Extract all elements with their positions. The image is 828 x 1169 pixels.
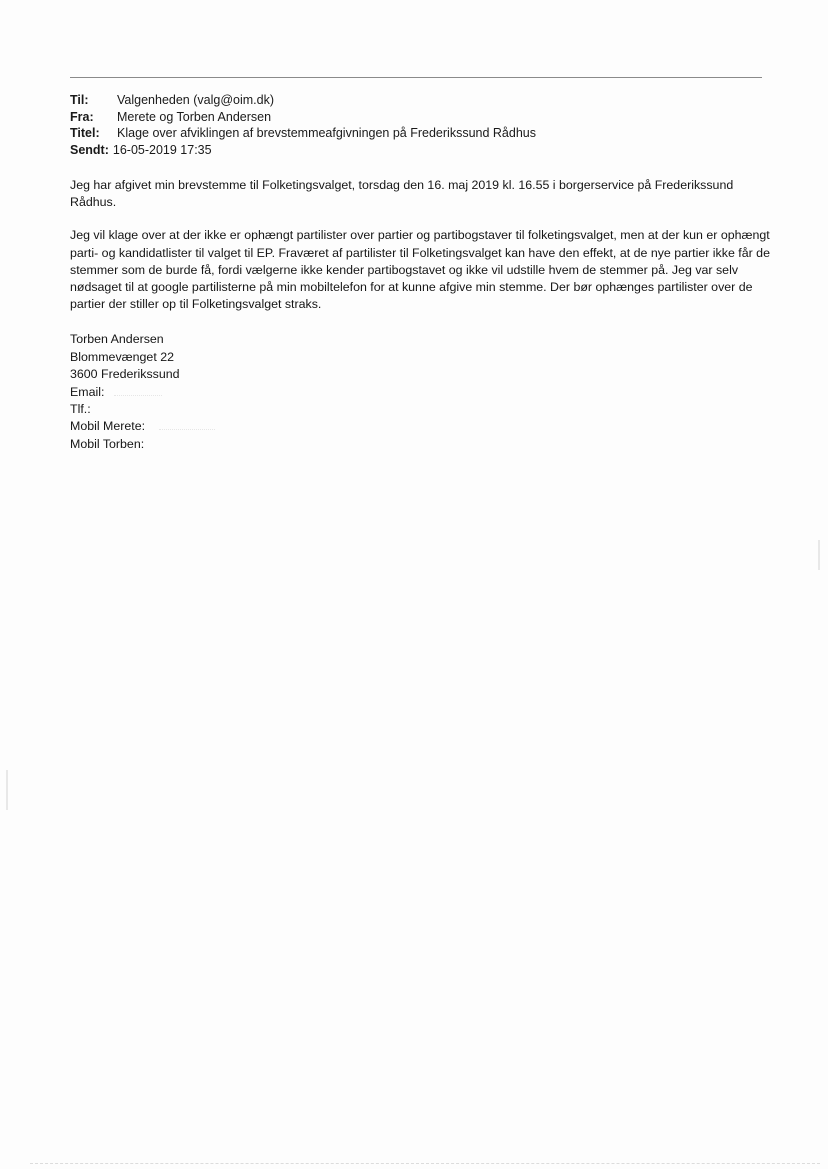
signature-name: Torben Andersen: [70, 332, 164, 347]
redacted-email: [114, 394, 162, 396]
scan-bottom-edge: [30, 1163, 820, 1164]
to-label: Til:: [70, 93, 89, 107]
scan-edge-mark: [818, 540, 820, 570]
signature-mobile-merete-row: [70, 418, 770, 435]
subject-row: [70, 125, 536, 142]
email-body: [70, 177, 770, 453]
to-row: [70, 92, 536, 109]
subject-label: Titel:: [70, 126, 100, 140]
signature-mobile-torben-label: Mobil Torben:: [70, 436, 145, 451]
signature-email-label: Email:: [70, 384, 105, 399]
sent-value: 16-05-2019 17:35: [112, 142, 212, 157]
signature-block: [70, 331, 770, 453]
signature-city: 3600 Frederikssund: [70, 367, 180, 382]
signature-phone-row: [70, 401, 770, 418]
from-row: [70, 109, 536, 126]
scan-edge-mark: [6, 770, 8, 810]
to-value: Valgenheden (valg@oim.dk): [117, 93, 274, 107]
signature-street: Blommevænget 22: [70, 349, 174, 364]
subject-value: Klage over afviklingen af brevstemmeafgivningen på Frederikssund Rådhus: [117, 126, 536, 140]
from-value: Merete og Torben Andersen: [117, 109, 272, 124]
sent-label: Sendt:: [70, 142, 109, 157]
signature-mobile-merete-label: Mobil Merete:: [70, 419, 146, 434]
body-paragraph-1: Jeg har afgivet min brevstemme til Folketingsvalget, torsdag den 16. maj 2019 kl. 16.55 i borgerservice på Frederikssund Rådhus.: [70, 178, 734, 210]
email-header: [70, 92, 536, 158]
header-divider: [70, 77, 762, 78]
body-paragraph-2: Jeg vil klage over at der ikke er ophængt partilister over partier og partibogstaver til folketingsvalget, men at der kun er ophængt parti- og kandidatlister til valget til EP. Fraværet af partilister til Folketingsvalget kan have den effekt, at de nye partier ikke får de stemmer som de burde få, fordi vælgerne ikke kender partibogstavet og ikke vil udstille hvem de stemmer på. Jeg var selv nødsaget til at google partilisterne på min mobiltelefon for at kunne afgive min stemme. Der bør ophænges partilister over de partier der stiller op til Folketingsvalget straks.: [70, 228, 770, 312]
signature-phone-label: Tlf.:: [70, 402, 91, 417]
signature-mobile-torben-row: [70, 436, 770, 453]
redacted-mobile-merete: [159, 428, 215, 430]
signature-email-row: [70, 384, 770, 401]
sent-row: [70, 142, 536, 159]
from-label: Fra:: [70, 109, 94, 124]
